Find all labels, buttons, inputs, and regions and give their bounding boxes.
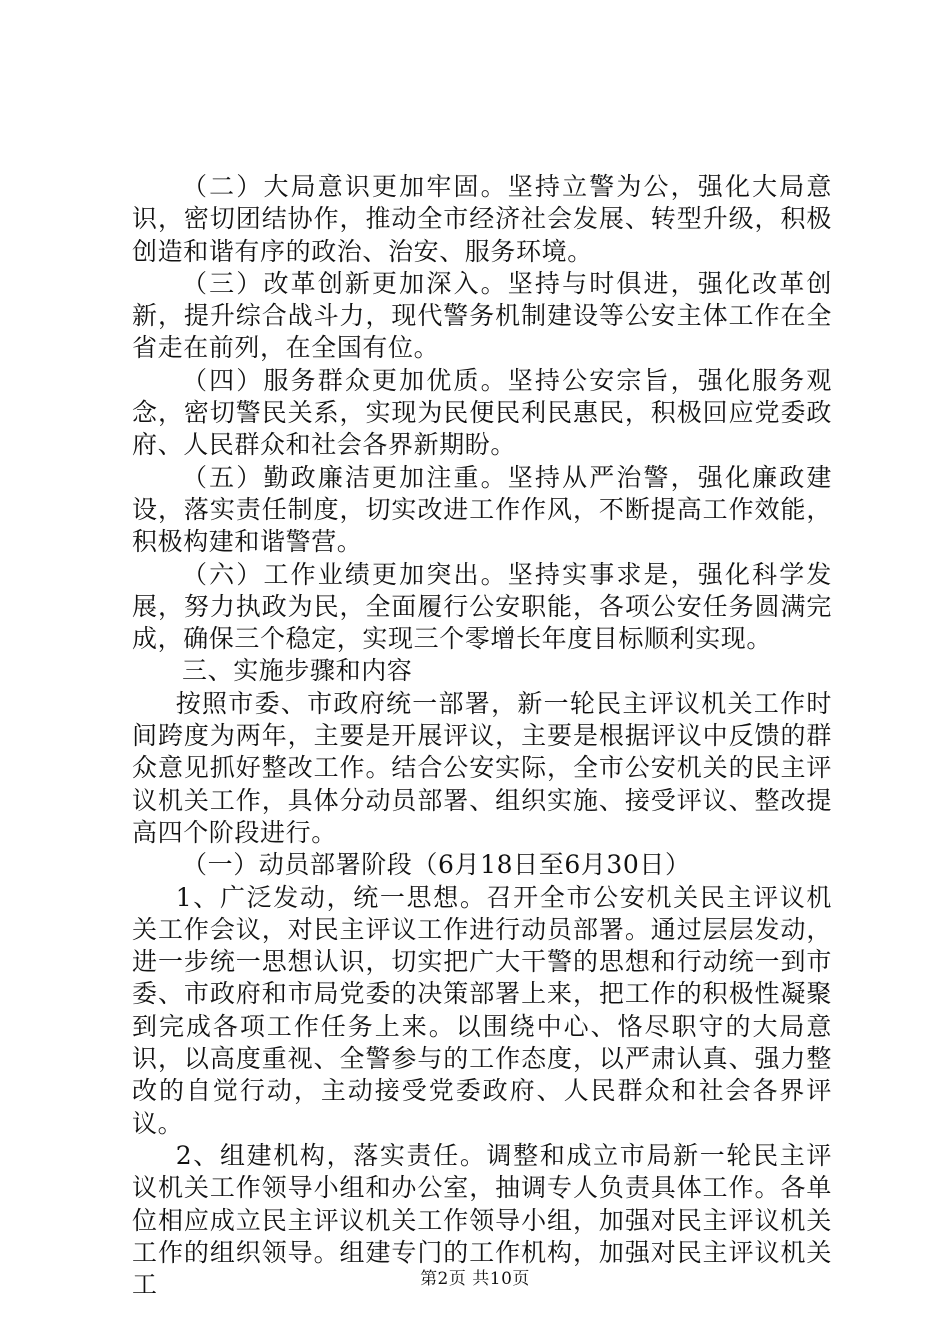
paragraph-overall-awareness: （二）大局意识更加牢固。坚持立警为公，强化大局意识，密切团结协作，推动全市经济社会发展、转型升级，积极创造和谐有序的政治、治安、服务环境。 xyxy=(132,172,832,266)
paragraph-build-organization: 2、组建机构，落实责任。调整和成立市局新一轮民主评议机关工作领导小组和办公室，抽调专人负责具体工作。各单位相应成立民主评议机关工作领导小组，加强对民主评议机关工作的组织领导。组建专门的工作机构，加强对民主评议机关工 xyxy=(132,1140,832,1300)
paragraph-work-performance: （六）工作业绩更加突出。坚持实事求是，强化科学发展，努力执政为民，全面履行公安职能，各项公安任务圆满完成，确保三个稳定，实现三个零增长年度目标顺利实现。 xyxy=(132,559,832,654)
document-body xyxy=(132,171,832,1301)
paragraph-mobilize-unify: 1、广泛发动，统一思想。召开全市公安机关民主评议机关工作会议，对民主评议工作进行动员部署。通过层层发动，进一步统一思想认识，切实把广大干警的思想和行动统一到市委、市政府和市局党委的决策部署上来，把工作的积极性凝聚到完成各项工作任务上来。以围绕中心、恪尽职守的大局意识，以高度重视、全警参与的工作态度，以严肃认真、强力整改的自觉行动，主动接受党委政府、人民群众和社会各界评议。 xyxy=(132,882,832,1138)
paragraph-serve-masses: （四）服务群众更加优质。坚持公安宗旨，强化服务观念，密切警民关系，实现为民便民利民惠民，积极回应党委政府、人民群众和社会各界新期盼。 xyxy=(132,365,832,460)
paragraph-diligent-clean: （五）勤政廉洁更加注重。坚持从严治警，强化廉政建设，落实责任制度，切实改进工作作风，不断提高工作效能，积极构建和谐警营。 xyxy=(132,462,832,557)
section-heading-steps: 三、实施步骤和内容 xyxy=(182,656,413,686)
subheading-mobilization-stage: （一）动员部署阶段（6月18日至6月30日） xyxy=(182,850,691,880)
paragraph-reform-innovation: （三）改革创新更加深入。坚持与时俱进，强化改革创新，提升综合战斗力，现代警务机制建设等公安主体工作在全省走在前列，在全国有位。 xyxy=(132,268,832,363)
paragraph-steps-intro: 按照市委、市政府统一部署，新一轮民主评议机关工作时间跨度为两年，主要是开展评议，主要是根据评议中反馈的群众意见抓好整改工作。结合公安实际，全市公安机关的民主评议机关工作，具体分动员部署、组织实施、接受评议、整改提高四个阶段进行。 xyxy=(132,688,832,847)
page-footer: 第2页 共10页 xyxy=(420,1269,530,1289)
